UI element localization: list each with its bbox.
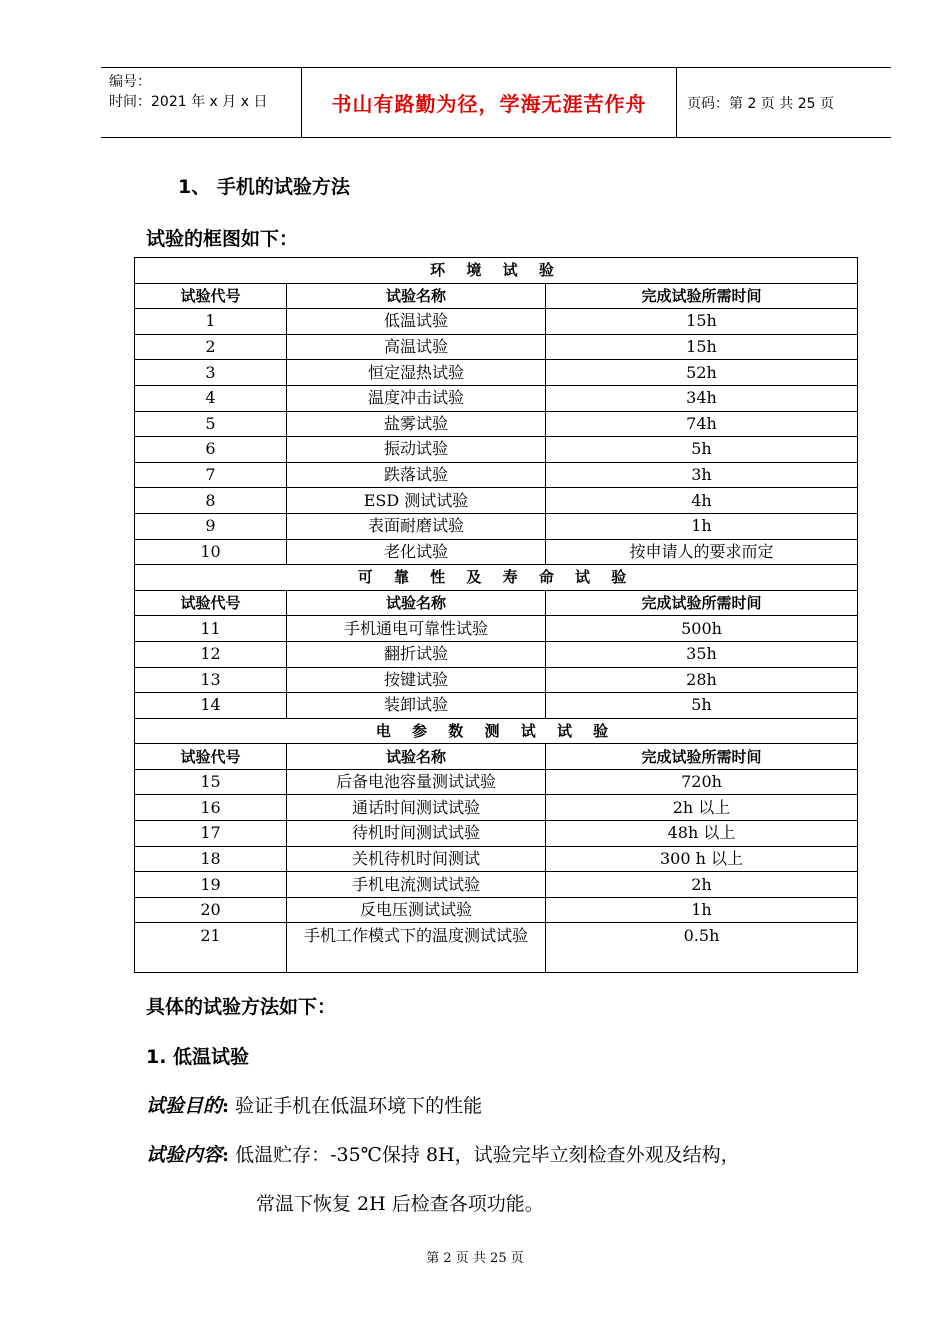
test-name-cell: 表面耐磨试验 bbox=[287, 513, 546, 539]
test-code-cell: 8 bbox=[135, 488, 287, 514]
table-row bbox=[135, 846, 858, 872]
test-name-cell: 手机通电可靠性试验 bbox=[287, 616, 546, 642]
test-duration-cell: 3h bbox=[546, 462, 858, 488]
test-code-cell: 21 bbox=[135, 923, 287, 973]
test-name-cell: 跌落试验 bbox=[287, 462, 546, 488]
table-row bbox=[135, 437, 858, 463]
test-duration-cell: 74h bbox=[546, 411, 858, 437]
table-intro: 试验的框图如下： bbox=[146, 228, 299, 250]
test-name-cell: 待机时间测试试验 bbox=[287, 821, 546, 847]
test-duration-cell: 28h bbox=[546, 667, 858, 693]
group-title-row bbox=[135, 565, 858, 591]
column-header: 试验名称 bbox=[287, 744, 546, 770]
table-row bbox=[135, 872, 858, 898]
test-duration-cell: 15h bbox=[546, 334, 858, 360]
column-header: 试验名称 bbox=[287, 283, 546, 309]
test-duration-cell: 15h bbox=[546, 309, 858, 335]
test-code-cell: 2 bbox=[135, 334, 287, 360]
header-left bbox=[101, 68, 302, 137]
table-row bbox=[135, 360, 858, 386]
table-row bbox=[135, 488, 858, 514]
test-code-cell: 1 bbox=[135, 309, 287, 335]
column-header: 试验代号 bbox=[135, 590, 287, 616]
test-duration-cell: 按申请人的要求而定 bbox=[546, 539, 858, 565]
test-code-cell: 9 bbox=[135, 513, 287, 539]
content-label: 试验内容 bbox=[146, 1144, 223, 1166]
test-name-cell: 温度冲击试验 bbox=[287, 385, 546, 411]
test-name-cell: 盐雾试验 bbox=[287, 411, 546, 437]
test-table bbox=[134, 257, 858, 973]
method1-title: 1. 低温试验 bbox=[146, 1046, 250, 1068]
purpose-colon: : bbox=[222, 1095, 230, 1117]
test-code-cell: 13 bbox=[135, 667, 287, 693]
test-duration-cell: 1h bbox=[546, 513, 858, 539]
motto-text: 书山有路勤为径，学海无涯苦作舟 bbox=[331, 92, 647, 116]
test-duration-cell: 52h bbox=[546, 360, 858, 386]
test-duration-cell: 720h bbox=[546, 769, 858, 795]
test-duration-cell: 5h bbox=[546, 693, 858, 719]
table-row bbox=[135, 539, 858, 565]
page-header bbox=[101, 67, 891, 138]
test-code-cell: 5 bbox=[135, 411, 287, 437]
test-duration-cell: 35h bbox=[546, 641, 858, 667]
test-code-cell: 19 bbox=[135, 872, 287, 898]
column-header-row bbox=[135, 590, 858, 616]
table-row bbox=[135, 821, 858, 847]
test-code-cell: 10 bbox=[135, 539, 287, 565]
test-name-cell: 老化试验 bbox=[287, 539, 546, 565]
test-duration-cell: 34h bbox=[546, 385, 858, 411]
test-name-cell: 翻折试验 bbox=[287, 641, 546, 667]
test-name-cell: 通话时间测试试验 bbox=[287, 795, 546, 821]
table-row bbox=[135, 923, 858, 973]
test-duration-cell: 2h 以上 bbox=[546, 795, 858, 821]
table-row bbox=[135, 385, 858, 411]
column-header: 完成试验所需时间 bbox=[546, 283, 858, 309]
purpose-text: 验证手机在低温环境下的性能 bbox=[235, 1095, 483, 1117]
test-duration-cell: 0.5h bbox=[546, 923, 858, 973]
table-row bbox=[135, 309, 858, 335]
header-motto bbox=[302, 68, 677, 137]
table-row bbox=[135, 795, 858, 821]
test-name-cell: 关机待机时间测试 bbox=[287, 846, 546, 872]
table-row bbox=[135, 411, 858, 437]
test-name-cell: 后备电池容量测试试验 bbox=[287, 769, 546, 795]
test-code-cell: 16 bbox=[135, 795, 287, 821]
test-name-cell: 恒定湿热试验 bbox=[287, 360, 546, 386]
column-header: 完成试验所需时间 bbox=[546, 590, 858, 616]
content-colon: : bbox=[222, 1144, 230, 1166]
group-title: 可 靠 性 及 寿 命 试 验 bbox=[135, 565, 858, 591]
column-header-row bbox=[135, 744, 858, 770]
column-header: 试验代号 bbox=[135, 744, 287, 770]
content-text-2: 常温下恢复 2H 后检查各项功能。 bbox=[256, 1193, 544, 1215]
table-row bbox=[135, 897, 858, 923]
column-header: 试验代号 bbox=[135, 283, 287, 309]
group-title-row bbox=[135, 718, 858, 744]
test-code-cell: 17 bbox=[135, 821, 287, 847]
test-duration-cell: 48h 以上 bbox=[546, 821, 858, 847]
page-footer: 第 2 页 共 25 页 bbox=[426, 1251, 524, 1266]
test-name-cell: 低温试验 bbox=[287, 309, 546, 335]
test-name-cell: 高温试验 bbox=[287, 334, 546, 360]
test-code-cell: 14 bbox=[135, 693, 287, 719]
table-row bbox=[135, 513, 858, 539]
table-row bbox=[135, 667, 858, 693]
page-label: 页码：第 2 页 共 25 页 bbox=[687, 95, 834, 112]
table-row bbox=[135, 462, 858, 488]
test-duration-cell: 500h bbox=[546, 616, 858, 642]
test-code-cell: 12 bbox=[135, 641, 287, 667]
content-line bbox=[146, 1140, 740, 1167]
test-duration-cell: 2h bbox=[546, 872, 858, 898]
table-row bbox=[135, 693, 858, 719]
methods-intro: 具体的试验方法如下： bbox=[146, 996, 337, 1018]
test-name-cell: 按键试验 bbox=[287, 667, 546, 693]
number-label: 编号： bbox=[109, 74, 151, 90]
group-title-row bbox=[135, 258, 858, 284]
test-code-cell: 3 bbox=[135, 360, 287, 386]
test-name-cell: 手机电流测试试验 bbox=[287, 872, 546, 898]
table-row bbox=[135, 769, 858, 795]
test-code-cell: 6 bbox=[135, 437, 287, 463]
section-heading: 1、 手机的试验方法 bbox=[178, 176, 350, 198]
content-text-1: 低温贮存：-35℃保持 8H，试验完毕立刻检查外观及结构， bbox=[235, 1144, 740, 1166]
test-duration-cell: 1h bbox=[546, 897, 858, 923]
test-code-cell: 7 bbox=[135, 462, 287, 488]
table-row bbox=[135, 334, 858, 360]
group-title: 环 境 试 验 bbox=[135, 258, 858, 284]
test-duration-cell: 4h bbox=[546, 488, 858, 514]
group-title: 电 参 数 测 试 试 验 bbox=[135, 718, 858, 744]
test-name-cell: 反电压测试试验 bbox=[287, 897, 546, 923]
table-row bbox=[135, 641, 858, 667]
test-code-cell: 20 bbox=[135, 897, 287, 923]
column-header: 完成试验所需时间 bbox=[546, 744, 858, 770]
purpose-line bbox=[146, 1091, 482, 1118]
table-row bbox=[135, 616, 858, 642]
test-name-cell: 手机工作模式下的温度测试试验 bbox=[287, 923, 546, 973]
column-header-row bbox=[135, 283, 858, 309]
test-code-cell: 15 bbox=[135, 769, 287, 795]
test-code-cell: 4 bbox=[135, 385, 287, 411]
header-page-info bbox=[677, 68, 891, 137]
test-code-cell: 11 bbox=[135, 616, 287, 642]
test-code-cell: 18 bbox=[135, 846, 287, 872]
test-duration-cell: 300 h 以上 bbox=[546, 846, 858, 872]
time-label: 时间：2021 年 x 月 x 日 bbox=[109, 94, 268, 110]
test-duration-cell: 5h bbox=[546, 437, 858, 463]
test-name-cell: 振动试验 bbox=[287, 437, 546, 463]
test-name-cell: ESD 测试试验 bbox=[287, 488, 546, 514]
test-name-cell: 装卸试验 bbox=[287, 693, 546, 719]
purpose-label: 试验目的 bbox=[146, 1095, 223, 1117]
column-header: 试验名称 bbox=[287, 590, 546, 616]
